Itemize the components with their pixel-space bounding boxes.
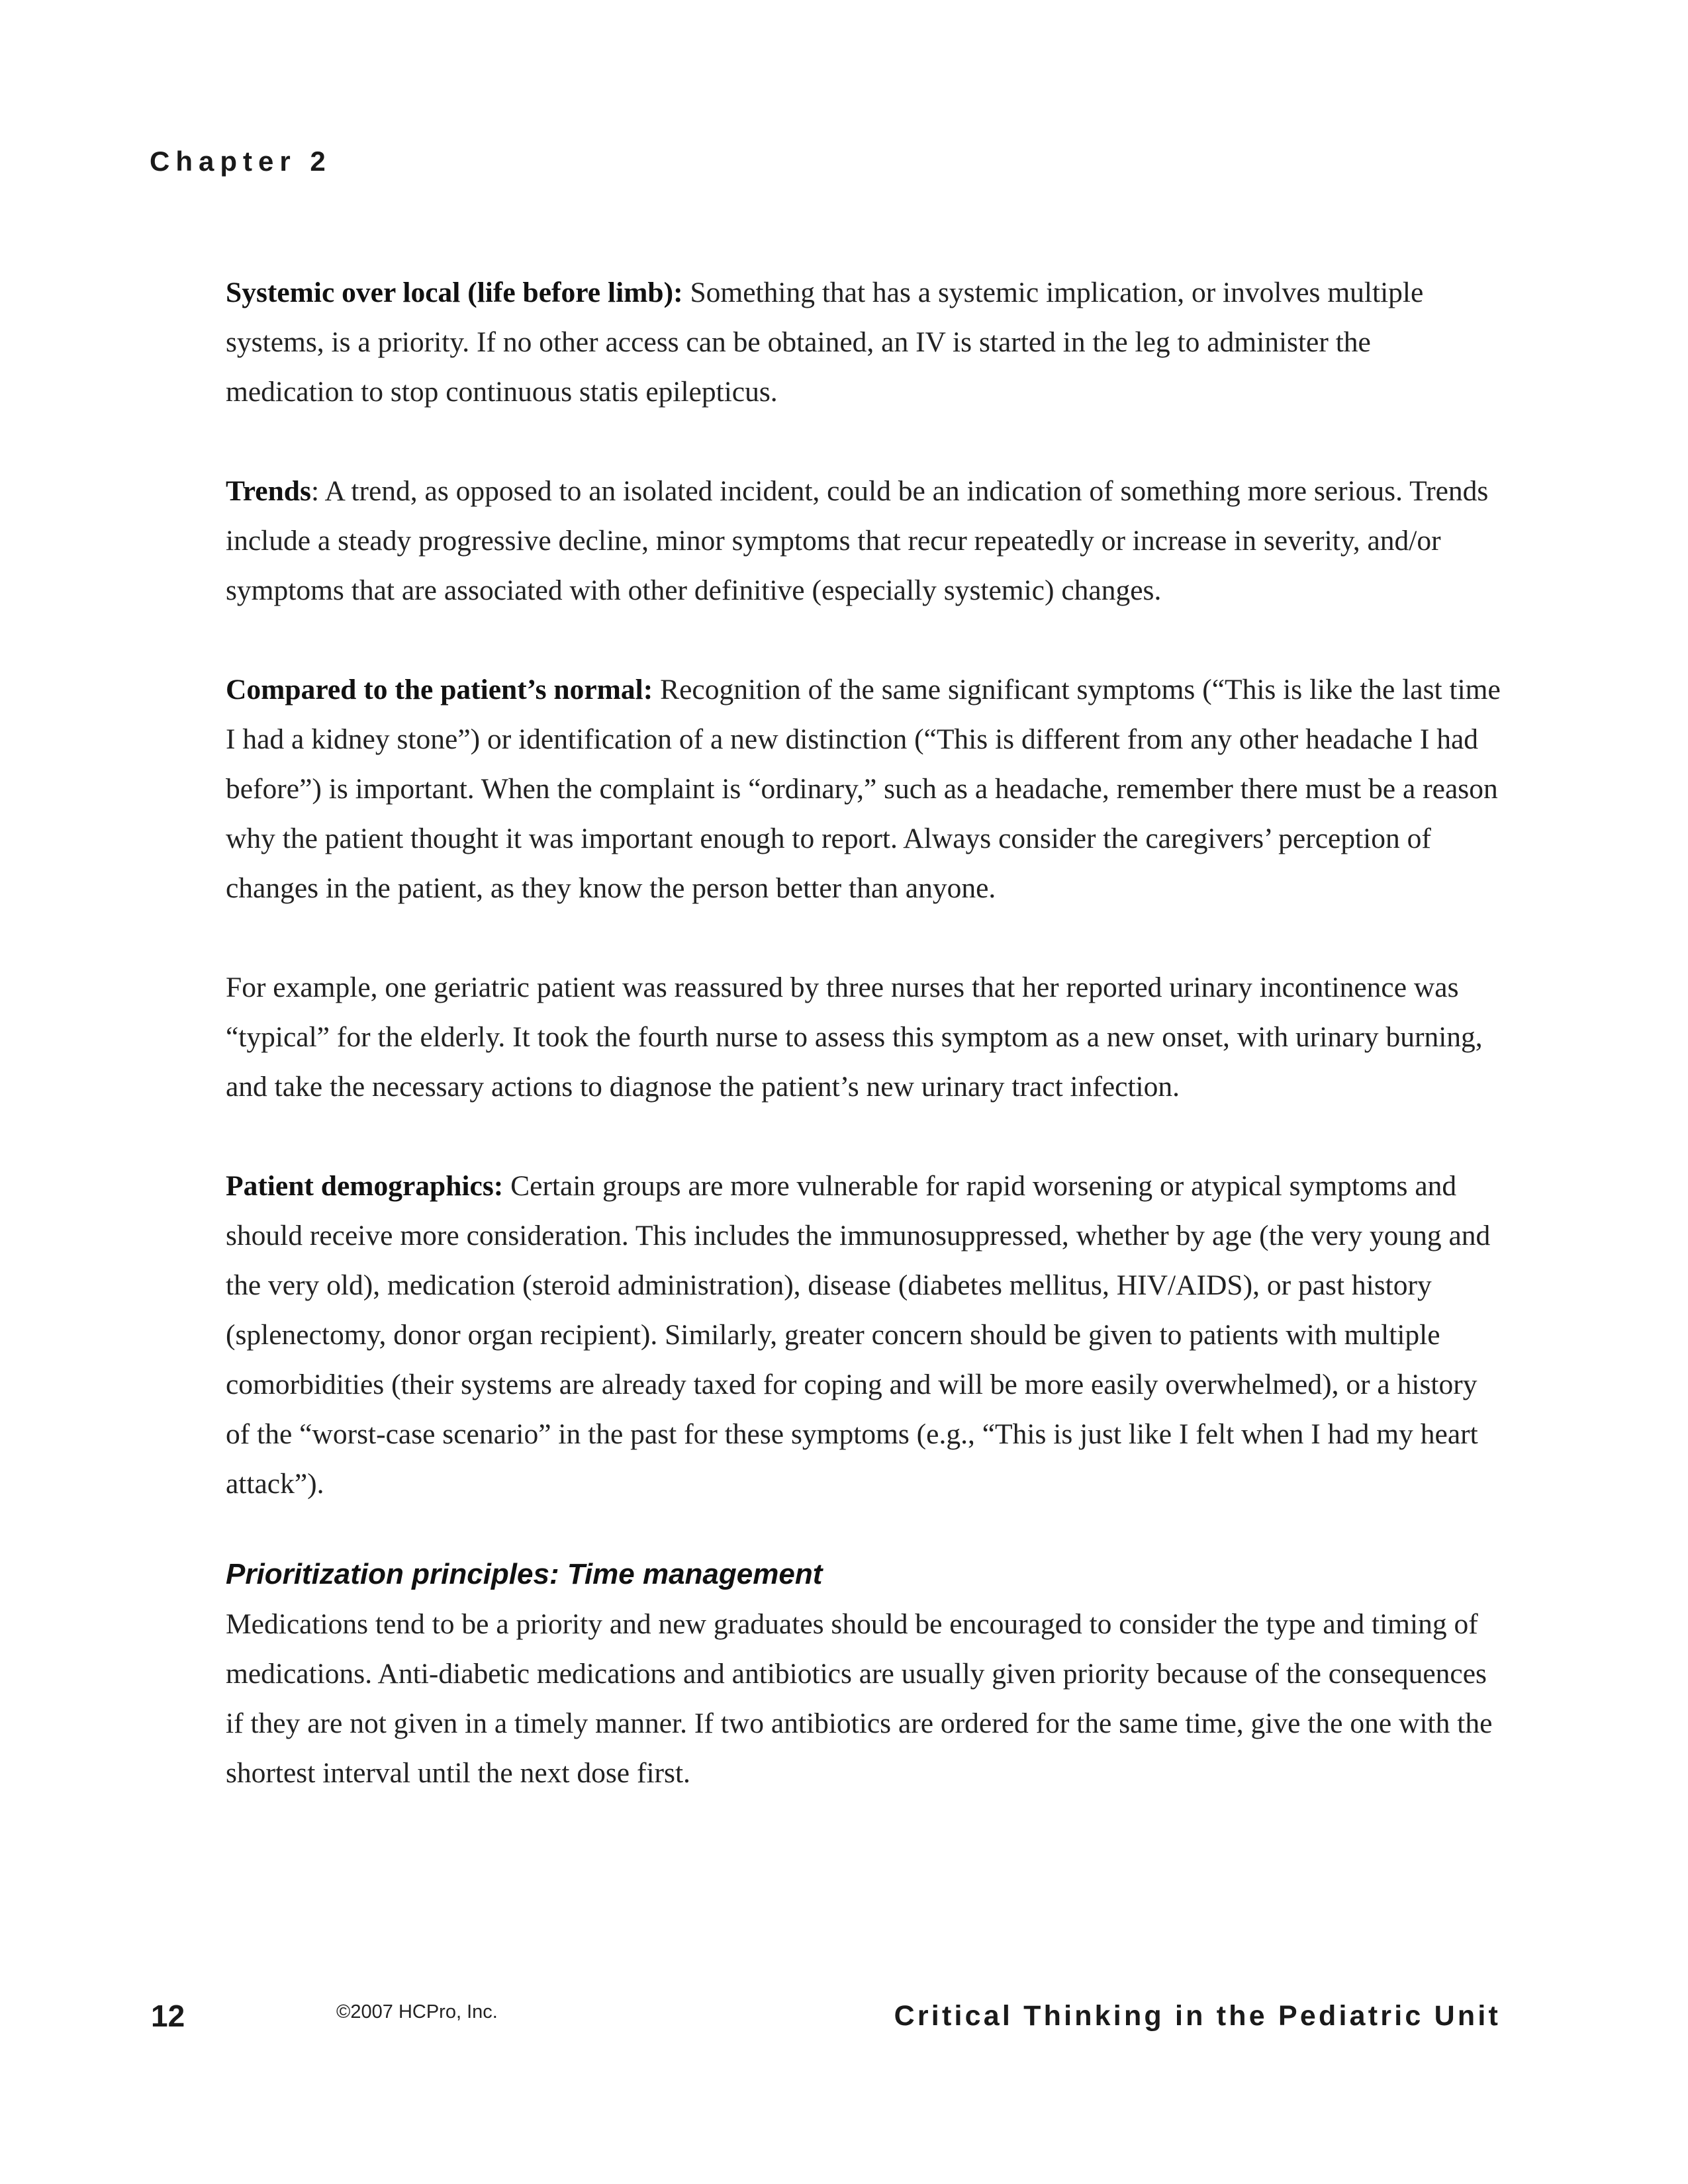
- paragraph-time-management: Medications tend to be a priority and new graduates should be encouraged to consider the type and timing of medications. Anti-diabetic medications and antibiotics are usually given priority because of the consequences if they are not given in a timely manner. If two antibiotics are ordered for the same time, give the one with the shortest interval until the next dose first.: [226, 1608, 1493, 1789]
- page-number: 12: [151, 1999, 185, 2033]
- paragraph-text: Something that has a systemic implication, or involves multiple systems, is a priority. If no other access can be obtained, an IV is started in the leg to administer the medication to stop continuous statis epilepticus.: [226, 277, 1424, 408]
- paragraph-systemic-over-local: [226, 268, 1503, 417]
- paragraph-text: : A trend, as opposed to an isolated incident, could be an indication of something more serious. Trends include a steady progressive decline, minor symptoms that recur repeatedly or increase in severity, and/or symptoms that are associated with other definitive (especially systemic) changes.: [226, 475, 1489, 606]
- copyright-notice: ©2007 HCPro, Inc.: [336, 2001, 498, 2023]
- book-title: Critical Thinking in the Pediatric Unit: [894, 2000, 1501, 2032]
- chapter-label: Chapter 2: [150, 146, 332, 177]
- paragraph-lead: Compared to the patient’s normal:: [226, 674, 653, 705]
- paragraph-lead: Systemic over local (life before limb):: [226, 277, 683, 308]
- paragraph-lead: Trends: [226, 475, 311, 507]
- paragraph-patient-demographics: [226, 1161, 1503, 1509]
- paragraph-compared-to-normal: [226, 665, 1503, 913]
- paragraph-lead: Patient demographics:: [226, 1170, 504, 1202]
- paragraph-text: For example, one geriatric patient was reassured by three nurses that her reported urinary incontinence was “typical” for the elderly. It took the fourth nurse to assess this symptom as a new onset, with urinary burning, and take the necessary actions to diagnose the patient’s new urinary tract infection.: [226, 972, 1483, 1103]
- paragraph-text: Certain groups are more vulnerable for rapid worsening or atypical symptoms and should receive more consideration. This includes the immunosuppressed, whether by age (the very young and the very old), medication (steroid administration), disease (diabetes mellitus, HIV/AIDS), or past history (splenectomy, donor organ recipient). Similarly, greater concern should be given to patients with multiple comorbidities (their systems are already taxed for coping and will be more easily overwhelmed), or a history of the “worst-case scenario” in the past for these symptoms (e.g., “This is just like I felt when I had my heart attack”).: [226, 1170, 1491, 1500]
- subsection-heading: Prioritization principles: Time management: [226, 1558, 823, 1590]
- paragraph-text: Recognition of the same significant symptoms (“This is like the last time I had a kidney stone”) or identification of a new distinction (“This is different from any other headache I had before”) is important. When the complaint is “ordinary,” such as a headache, remember there must be a reason why the patient thought it was important enough to report. Always consider the caregivers’ perception of changes in the patient, as they know the person better than anyone.: [226, 674, 1501, 904]
- paragraph-trends: [226, 467, 1503, 615]
- paragraph-example: [226, 963, 1503, 1112]
- body-text: [226, 268, 1503, 1798]
